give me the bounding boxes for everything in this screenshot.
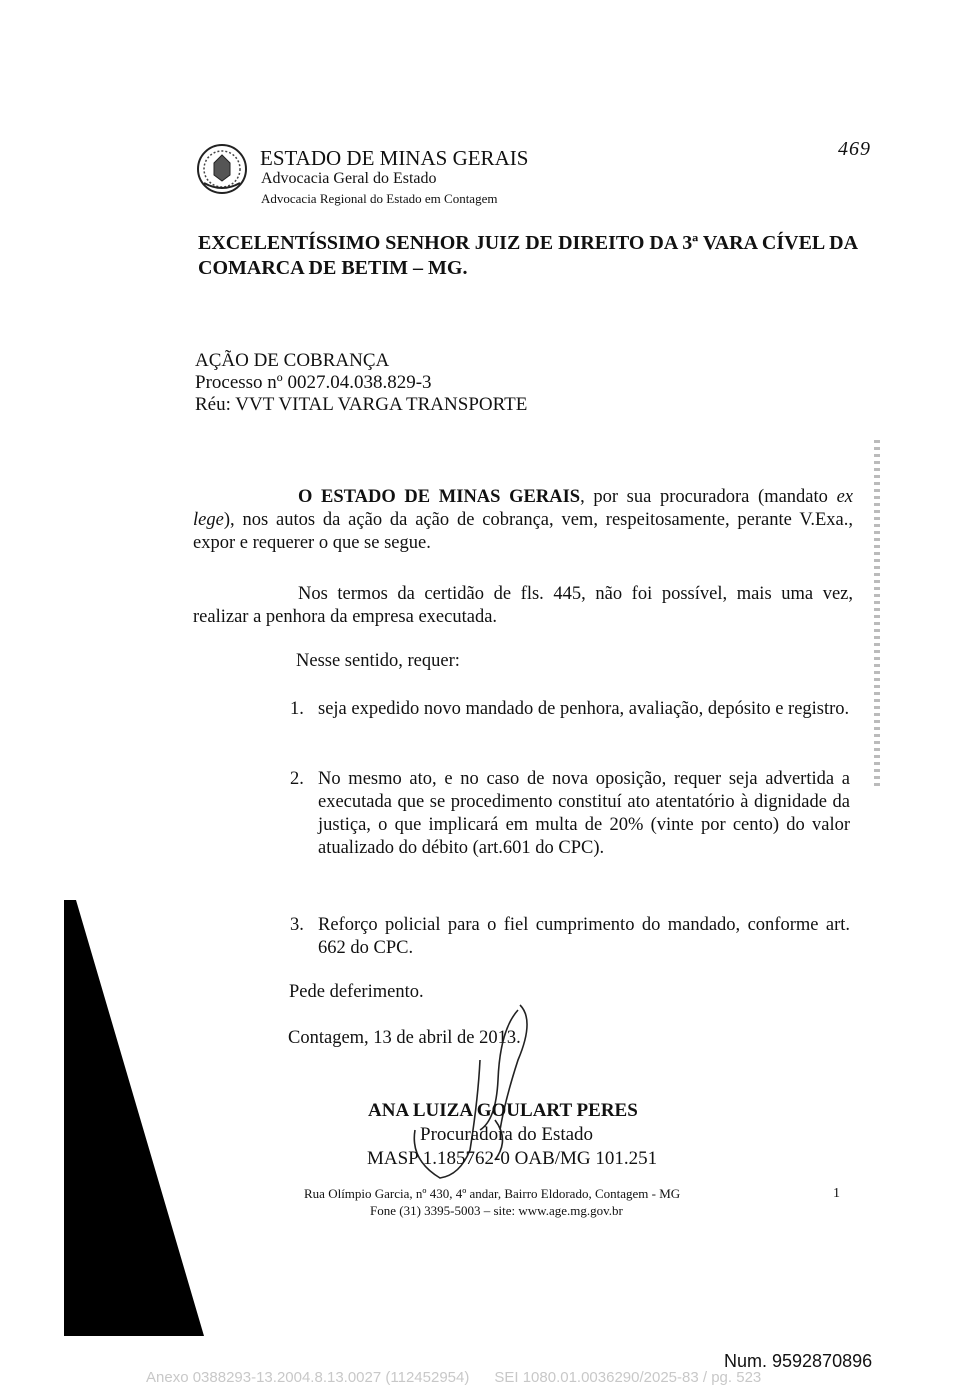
footer-contact: Fone (31) 3395-5003 – site: www.age.mg.gov.br [370,1203,623,1218]
state-crest-icon [196,143,248,195]
scan-black-artifact [64,900,204,1336]
header-state: ESTADO DE MINAS GERAIS [260,146,529,170]
page-number: 1 [833,1186,840,1201]
signer-name: ANA LUIZA GOULART PERES [368,1100,638,1121]
intro-text-a: , por sua procuradora (mandato [580,487,837,507]
case-defendant: Réu: VVT VITAL VARGA TRANSPORTE [195,394,528,415]
intro-text-b: ), nos autos da ação da ação de cobrança, vem, respeitosamente, perante V.Exa., expor e requerer o que se segue. [193,510,853,553]
sei-watermark [146,1369,761,1386]
item-number: 3. [290,915,304,935]
request-intro: Nesse sentido, requer: [296,651,460,671]
case-process: Processo nº 0027.04.038.829-3 [195,372,432,393]
addressee: EXCELENTÍSSIMO SENHOR JUIZ DE DIREITO DA 3ª VARA CÍVEL DA COMARCA DE BETIM – MG. [198,232,857,279]
request-item-1 [290,698,850,721]
footer-address: Rua Olímpio Garcia, nº 430, 4º andar, Bairro Eldorado, Contagem - MG [304,1186,681,1201]
handwritten-page-mark: 469 [838,138,871,160]
signer-ids: MASP 1.185762-0 OAB/MG 101.251 [367,1148,658,1169]
item-number: 2. [290,769,304,789]
signer-role: Procuradora do Estado [420,1124,594,1145]
case-block [195,350,527,416]
item-text: seja expedido novo mandado de penhora, avaliação, depósito e registro. [318,699,850,719]
intro-bold: O ESTADO DE MINAS GERAIS [298,487,581,507]
request-item-2 [290,768,850,860]
case-action: AÇÃO DE COBRANÇA [195,350,390,371]
item-text: No mesmo ato, e no caso de nova oposição, requer seja advertida a executada que se procedimento constituí ato atentatório à dignidade da justiça, o que implicará em multa de 20% (vinte por cento) do valor atualizado do débito (art.601 do CPC). [318,769,850,858]
intro-italic: ex lege [193,487,853,530]
sei-ref: SEI 1080.01.0036290/2025-83 / pg. 523 [494,1369,762,1386]
item-number: 1. [290,699,304,719]
request-item-3 [290,914,850,960]
date-line: Contagem, 13 de abril de 2013. [288,1028,521,1048]
header-regional: Advocacia Regional do Estado em Contagem [261,191,498,206]
document-number: Num. 9592870896 [724,1351,873,1371]
annex-ref: Anexo 0388293-13.2004.8.13.0027 (112452954) [146,1369,470,1386]
item-text: Reforço policial para o fiel cumprimento do mandado, conforme art. 662 do CPC. [318,915,850,958]
certidao-paragraph: Nos termos da certidão de fls. 445, não foi possível, mais uma vez, realizar a penhora da empresa executada. [193,584,853,627]
closing-line: Pede deferimento. [289,982,424,1002]
intro-paragraph [193,486,853,555]
header-agency: Advocacia Geral do Estado [261,170,437,187]
margin-stamp [866,440,888,790]
